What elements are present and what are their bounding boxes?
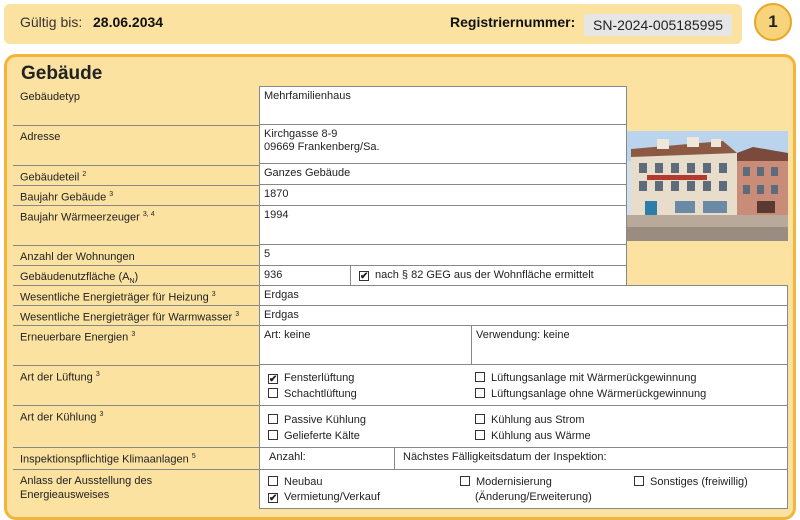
label-warmwasser: Wesentliche Energieträger für Warmwasser $^3$ bbox=[13, 306, 259, 326]
kuehlung-option-strom: Kühlung aus Strom bbox=[475, 414, 585, 426]
anlass-modernisierung-checkbox[interactable] bbox=[460, 476, 470, 486]
address-line2: 09669 Frankenberg/Sa. bbox=[264, 141, 380, 153]
kuehlung-passiv-checkbox[interactable] bbox=[268, 414, 278, 424]
value-warmwasser: Erdgas bbox=[259, 305, 788, 326]
anlass-option-modernisierung-detail: (Änderung/Erweiterung) bbox=[475, 491, 592, 503]
nutzflaeche-option bbox=[350, 265, 627, 286]
kuehlung-option-passiv: Passive Kühlung bbox=[268, 414, 366, 426]
anlass-neubau-checkbox[interactable] bbox=[268, 476, 278, 486]
address-line1: Kirchgasse 8-9 bbox=[264, 128, 338, 140]
value-baujahr: 1870 bbox=[259, 184, 627, 206]
label-kuehlung: Art der Kühlung $^3$ bbox=[13, 406, 259, 448]
value-gebaeudetyp: Mehrfamilienhaus bbox=[259, 86, 627, 125]
value-anlass bbox=[259, 469, 788, 509]
anlass-option-vermietung: ✔ Vermietung/Verkauf bbox=[269, 491, 381, 504]
kuehlung-strom-checkbox[interactable] bbox=[475, 414, 485, 424]
label-anlass: Anlass der Ausstellung des Energieausweises bbox=[13, 470, 259, 510]
lueftung-option-ohne-wrg: Lüftungsanlage ohne Wärmerückgewinnung bbox=[475, 388, 706, 400]
page-number-badge: 1 bbox=[754, 3, 792, 41]
lueftung-option-schacht: Schachtlüftung bbox=[268, 388, 357, 400]
nutzflaeche-checkbox[interactable]: ✔ bbox=[360, 271, 369, 282]
anlass-vermietung-checkbox[interactable]: ✔ bbox=[269, 493, 278, 504]
nutzflaeche-check-label: nach § 82 GEG aus der Wohnfläche ermittelt bbox=[375, 269, 594, 281]
anlass-option-sonstiges: Sonstiges (freiwillig) bbox=[634, 476, 748, 488]
value-klima-faellig: Nächstes Fälligkeitsdatum der Inspektion: bbox=[394, 447, 788, 470]
value-adresse bbox=[259, 124, 627, 164]
label-heizung: Wesentliche Energieträger für Heizung $^3$ bbox=[13, 286, 259, 306]
valid-until-label: Gültig bis: bbox=[20, 14, 83, 30]
lueftung-option-fenster: ✔ Fensterlüftung bbox=[269, 372, 355, 385]
value-klima-anzahl: Anzahl: bbox=[259, 447, 395, 470]
kuehlung-option-waerme: Kühlung aus Wärme bbox=[475, 430, 591, 442]
kuehlung-geliefert-checkbox[interactable] bbox=[268, 430, 278, 440]
value-wohnungen: 5 bbox=[259, 244, 627, 266]
kuehlung-waerme-checkbox[interactable] bbox=[475, 430, 485, 440]
label-gebaeudetyp: Gebäudetyp bbox=[13, 86, 259, 126]
lueftung-ohne-wrg-checkbox[interactable] bbox=[475, 388, 485, 398]
lueftung-schacht-checkbox[interactable] bbox=[268, 388, 278, 398]
valid-until-value: 28.06.2034 bbox=[93, 14, 164, 30]
building-photo-icon bbox=[627, 131, 788, 241]
label-nutzflaeche: Gebäudenutzfläche $(A_N)$ bbox=[13, 266, 259, 286]
label-erneuerbar: Erneuerbare Energien $^3$ bbox=[13, 326, 259, 366]
label-baujahr-waermeerzeuger: Baujahr Wärmeerzeuger $^{3, 4}$ bbox=[13, 206, 259, 246]
label-klimaanlagen: Inspektionspflichtige Klimaanlagen $^5$ bbox=[13, 448, 259, 470]
anlass-option-neubau: Neubau bbox=[268, 476, 323, 488]
value-erneuerbar-art: Art: keine bbox=[259, 325, 472, 365]
registration-label: Registriernummer: bbox=[450, 14, 576, 30]
label-gebaeudeteil: Gebäudeteil $^2$ bbox=[13, 166, 259, 186]
label-adresse: Adresse bbox=[13, 126, 259, 166]
lueftung-mit-wrg-checkbox[interactable] bbox=[475, 372, 485, 382]
label-baujahr: Baujahr Gebäude $^3$ bbox=[13, 186, 259, 206]
value-erneuerbar-verwendung: Verwendung: keine bbox=[471, 325, 788, 365]
anlass-option-modernisierung: Modernisierung bbox=[460, 476, 552, 488]
value-gebaeudeteil: Ganzes Gebäude bbox=[259, 163, 627, 185]
kuehlung-option-geliefert: Gelieferte Kälte bbox=[268, 430, 360, 442]
lueftung-fenster-checkbox[interactable]: ✔ bbox=[269, 374, 278, 385]
lueftung-option-mit-wrg: Lüftungsanlage mit Wärmerückgewinnung bbox=[475, 372, 696, 384]
label-lueftung: Art der Lüftung $^3$ bbox=[13, 366, 259, 406]
label-wohnungen: Anzahl der Wohnungen bbox=[13, 246, 259, 266]
registration-number: SN-2024-005185995 bbox=[584, 14, 732, 36]
value-baujahr-waermeerzeuger: 1994 bbox=[259, 205, 627, 245]
value-nutzflaeche: 936 bbox=[259, 265, 351, 286]
anlass-sonstiges-checkbox[interactable] bbox=[634, 476, 644, 486]
value-heizung: Erdgas bbox=[259, 285, 788, 306]
section-title: Gebäude bbox=[21, 63, 103, 84]
